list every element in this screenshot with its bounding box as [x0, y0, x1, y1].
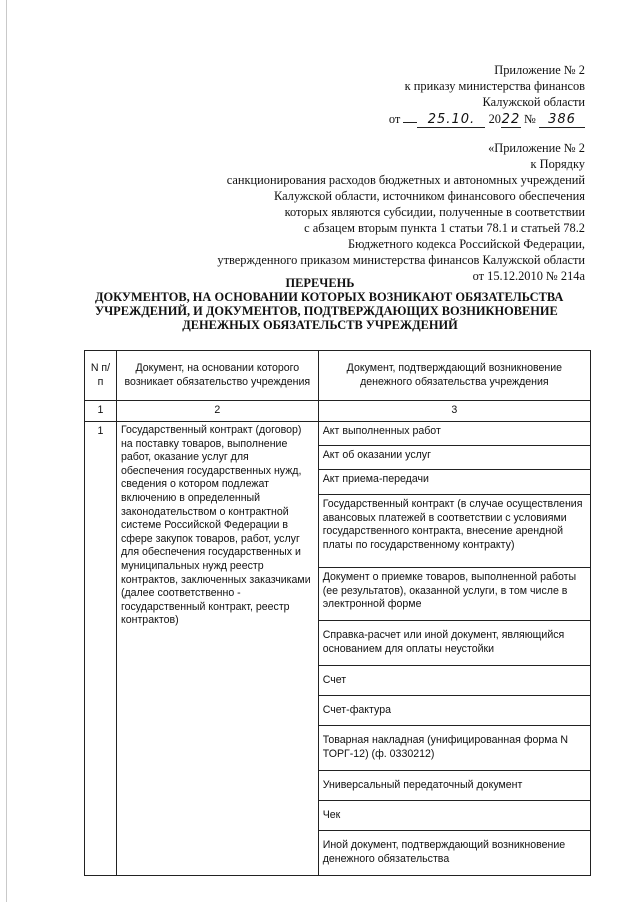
- sub-appendix: [217, 140, 585, 284]
- confirm-doc-item: Акт приема-передачи: [319, 469, 590, 494]
- header-num: N п/п: [85, 351, 117, 401]
- year-prefix: 20: [488, 112, 501, 126]
- date-prefix: от: [388, 112, 401, 126]
- date-blank: [403, 110, 417, 123]
- col-number: 2: [116, 401, 318, 422]
- confirm-docs-cell: [318, 422, 590, 876]
- confirm-doc-item: Чек: [319, 800, 590, 830]
- sub-appendix-line: утвержденного приказом министерства финансов Калужской области: [217, 253, 585, 267]
- title-line: ДЕНЕЖНЫХ ОБЯЗАТЕЛЬСТВ УЧРЕЖДЕНИЙ: [182, 318, 458, 332]
- sub-appendix-line: санкционирования расходов бюджетных и автономных учреждений: [226, 173, 585, 187]
- documents-table: [84, 350, 591, 876]
- appendix-region: Калужской области: [482, 95, 585, 109]
- column-number-row: [85, 401, 591, 422]
- handwritten-number: 386: [539, 113, 585, 128]
- col-number: 1: [85, 401, 117, 422]
- row-number: 1: [85, 422, 117, 876]
- title-line: ПЕРЕЧЕНЬ: [285, 276, 355, 290]
- confirm-doc-item: Документ о приемке товаров, выполненной работы (ее результатов), оказанной услуги, в том числе в электронной форме: [319, 567, 590, 620]
- confirm-doc-item: Акт об оказании услуг: [319, 445, 590, 469]
- confirm-doc-item: Акт выполненных работ: [322, 425, 441, 437]
- confirm-doc-item: Справка-расчет или иной документ, являющийся основанием для оплаты неустойки: [319, 620, 590, 665]
- header-basis-doc: Документ, на основании которого возникает обязательство учреждения: [116, 351, 318, 401]
- sub-appendix-line: которых являются субсидии, полученные в соответствии: [284, 205, 585, 219]
- number-label: №: [524, 112, 536, 126]
- appendix-order-ref: к приказу министерства финансов: [404, 79, 585, 93]
- sub-appendix-line: от 15.12.2010 № 214а: [472, 269, 585, 283]
- basis-document: Государственный контракт (договор) на поставку товаров, выполнение работ, оказание услуг для обеспечения государственных нужд, сведения о котором подлежат включению в определенный законодательством о контрактной системе Российской Федерации в сфере закупок товаров, работ, услуг для обеспечения государственных и муниципальных нужд реестр контрактов, заключенных заказчиками (далее соответственно - государственный контракт, реестр контрактов): [116, 422, 318, 876]
- handwritten-date: 25.10.: [417, 113, 485, 128]
- appendix-header: [405, 62, 585, 110]
- sub-appendix-line: с абзацем вторым пункта 1 статьи 78.1 и статьей 78.2: [304, 221, 585, 235]
- confirm-doc-item: Счет-фактура: [319, 695, 590, 725]
- table-row: [85, 422, 591, 876]
- order-date-line: [389, 110, 585, 128]
- sub-appendix-line: «Приложение № 2: [488, 141, 585, 155]
- title-line: ДОКУМЕНТОВ, НА ОСНОВАНИИ КОТОРЫХ ВОЗНИКАЮТ ОБЯЗАТЕЛЬСТВА: [95, 290, 564, 304]
- scan-edge: [6, 0, 7, 902]
- header-confirm-doc: Документ, подтверждающий возникновение денежного обязательства учреждения: [318, 351, 590, 401]
- handwritten-year: 22: [501, 112, 521, 127]
- appendix-title: Приложение № 2: [494, 63, 585, 77]
- confirm-doc-item: Товарная накладная (унифицированная форма N ТОРГ-12) (ф. 0330212): [319, 725, 590, 770]
- confirm-doc-item: Иной документ, подтверждающий возникновение денежного обязательства: [319, 830, 590, 875]
- confirm-doc-item: Счет: [319, 665, 590, 695]
- sub-appendix-line: к Порядку: [530, 157, 585, 171]
- sub-appendix-line: Бюджетного кодекса Российской Федерации,: [347, 237, 585, 251]
- sub-appendix-line: Калужской области, источником финансового обеспечения: [273, 189, 585, 203]
- title-line: УЧРЕЖДЕНИЙ, И ДОКУМЕНТОВ, ПОДТВЕРЖДАЮЩИХ ВОЗНИКНОВЕНИЕ: [95, 304, 558, 318]
- table-header-row: [85, 351, 591, 401]
- confirm-doc-item: Государственный контракт (в случае осуществления авансовых платежей в соответствии с условиями государственного контракта, внесение арендной платы по государственному контракту): [319, 494, 590, 567]
- col-number: 3: [318, 401, 590, 422]
- confirm-doc-item: Универсальный передаточный документ: [319, 770, 590, 800]
- document-title: [95, 276, 564, 332]
